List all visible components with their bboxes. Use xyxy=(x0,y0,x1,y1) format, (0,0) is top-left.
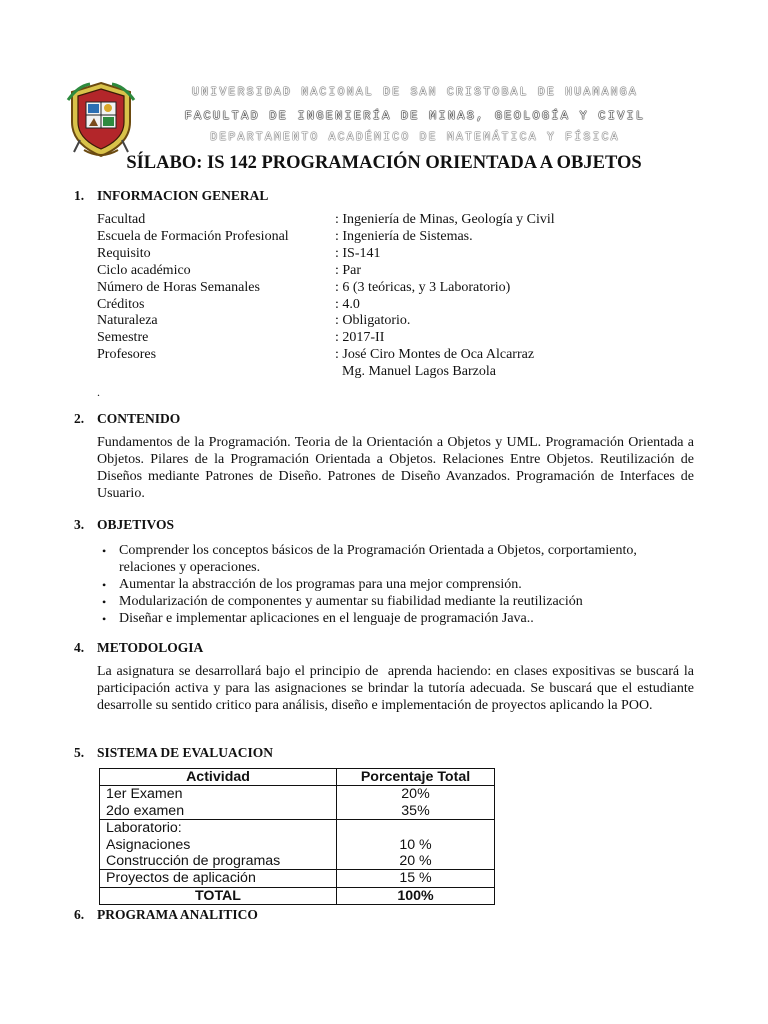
info-key: Facultad xyxy=(97,212,146,227)
percent-value xyxy=(343,820,488,836)
info-value: : 6 (3 teóricas, y 3 Laboratorio) xyxy=(335,279,511,295)
table-row xyxy=(100,820,495,870)
percent-value: 10 % xyxy=(399,836,432,853)
list-item-text: Comprender los conceptos básicos de la Programación Orientada a Objetos, corportamiento, relaciones y operaciones. xyxy=(119,543,637,575)
info-key: Semestre xyxy=(97,330,149,346)
percent-value: 35% xyxy=(401,802,430,819)
activity-label: Asignaciones xyxy=(106,836,191,853)
section-number: 4. xyxy=(74,640,85,655)
section-number: 5. xyxy=(74,745,85,760)
info-value: : IS-141 xyxy=(335,245,381,261)
table-row xyxy=(100,786,495,820)
info-row-escuela xyxy=(97,229,555,246)
info-value: : José Ciro Montes de Oca Alcarraz xyxy=(335,347,535,363)
info-value: : 4.0 xyxy=(335,296,360,312)
info-key: Naturaleza xyxy=(97,313,158,329)
list-item xyxy=(97,611,697,628)
bullet-icon: • xyxy=(102,594,107,609)
section-title: CONTENIDO xyxy=(97,411,181,426)
info-value: : 2017-II xyxy=(335,330,385,346)
bullet-icon: • xyxy=(102,577,107,592)
section-title: METODOLOGIA xyxy=(97,640,204,655)
section-number: 2. xyxy=(74,411,85,426)
info-row-creditos xyxy=(97,297,555,314)
department-name: DEPARTAMENTO ACADÉMICO DE MATEMÁTICA Y FÍSICA xyxy=(210,131,620,144)
section-number: 3. xyxy=(74,517,85,532)
section-number: 6. xyxy=(74,907,85,922)
section-title: OBJETIVOS xyxy=(97,517,175,532)
info-row-semestre xyxy=(97,330,555,347)
percent-value: 15 % xyxy=(337,870,495,887)
percent-value: 20 % xyxy=(399,853,432,870)
university-name: UNIVERSIDAD NACIONAL DE SAN CRISTOBAL DE HUAMANGA xyxy=(192,86,638,99)
list-item-text: Modularización de componentes y aumentar su fiabilidad mediante la reutilización xyxy=(119,593,583,609)
section-heading-metodologia xyxy=(74,640,203,656)
info-row-profesor-2 xyxy=(97,364,555,381)
info-row-ciclo xyxy=(97,263,555,280)
section-heading-objetivos xyxy=(74,517,174,533)
activity-label: Proyectos de aplicación xyxy=(100,870,337,887)
list-item xyxy=(97,594,697,611)
info-key: Créditos xyxy=(97,296,145,312)
section-title: SISTEMA DE EVALUACION xyxy=(97,745,274,760)
percent-value: 20% xyxy=(401,786,430,803)
info-row-horas xyxy=(97,280,555,297)
total-value: 100% xyxy=(337,887,495,904)
info-row-naturaleza xyxy=(97,313,555,330)
objetivos-list xyxy=(97,543,697,628)
column-header-actividad: Actividad xyxy=(100,769,337,786)
section-title: PROGRAMA ANALITICO xyxy=(97,907,258,922)
table-cell xyxy=(100,786,337,820)
section-heading-programa-analitico xyxy=(74,907,258,923)
info-key: Ciclo académico xyxy=(97,262,191,278)
activity-label: Construcción de programas xyxy=(106,853,281,870)
info-value: : Obligatorio. xyxy=(335,313,411,329)
section-heading-contenido xyxy=(74,411,180,427)
list-item xyxy=(97,543,697,577)
total-label: TOTAL xyxy=(100,887,337,904)
table-cell xyxy=(100,820,337,870)
section-heading-informacion-general xyxy=(74,188,268,204)
section-title: INFORMACION GENERAL xyxy=(97,188,269,203)
syllabus-title: SÍLABO: IS 142 PROGRAMACIÓN ORIENTADA A OBJETOS xyxy=(126,153,642,173)
university-seal-icon xyxy=(64,80,138,158)
stray-dot: . xyxy=(97,385,100,399)
info-row-profesores xyxy=(97,347,555,364)
info-key: Número de Horas Semanales xyxy=(97,279,260,295)
section-heading-evaluacion xyxy=(74,745,273,761)
info-key xyxy=(97,364,335,381)
info-key: Requisito xyxy=(97,245,151,261)
contenido-paragraph: Fundamentos de la Programación. Teoria de la Orientación a Objetos y UML. Programación Orientada a Objetos. Pilares de la Programación Orientada a Objetos. Relaciones Entre Objetos. Reutilización de Diseños mediante Patrones de Diseño. Patrones de Diseño Avanzados. Programación de Interfaces de Usuario. xyxy=(97,435,694,501)
info-value: Mg. Manuel Lagos Barzola xyxy=(335,364,496,380)
section-number: 1. xyxy=(74,188,85,203)
column-header-porcentaje: Porcentaje Total xyxy=(337,769,495,786)
list-item xyxy=(97,577,697,594)
table-cell xyxy=(337,786,495,820)
info-row-facultad xyxy=(97,212,555,229)
evaluation-table xyxy=(99,768,495,905)
info-value: : Par xyxy=(335,262,362,278)
info-key: Escuela de Formación Profesional xyxy=(97,228,289,244)
metodologia-paragraph: La asignatura se desarrollará bajo el principio de aprenda haciendo: en clases expositivas se buscará la participación activa y para las asignaciones se brindar la tutoría adecuada. Se buscará que el estudiante desarrolle su sentido critico para análisis, diseño e implementación de proyectos aplicando la POO. xyxy=(97,664,698,713)
bullet-icon: • xyxy=(102,611,107,626)
info-row-requisito xyxy=(97,246,555,263)
faculty-name: FACULTAD DE INGENIERÍA DE MINAS, GEOLOGÍA Y CIVIL xyxy=(184,109,646,123)
general-info-list xyxy=(97,212,555,381)
table-header-row xyxy=(100,769,495,786)
activity-label: 2do examen xyxy=(106,802,185,819)
list-item-text: Diseñar e implementar aplicaciones en el lenguaje de programación Java.. xyxy=(119,610,534,626)
info-value: : Ingeniería de Sistemas. xyxy=(335,228,473,244)
info-value: : Ingeniería de Minas, Geología y Civil xyxy=(335,212,555,227)
bullet-icon: • xyxy=(102,544,107,558)
activity-label: 1er Examen xyxy=(106,786,183,803)
table-cell xyxy=(337,820,495,870)
info-key: Profesores xyxy=(97,347,157,363)
list-item-text: Aumentar la abstracción de los programas para una mejor comprensión. xyxy=(119,576,522,592)
table-total-row xyxy=(100,887,495,904)
activity-label: Laboratorio: xyxy=(106,820,182,837)
table-row xyxy=(100,870,495,887)
